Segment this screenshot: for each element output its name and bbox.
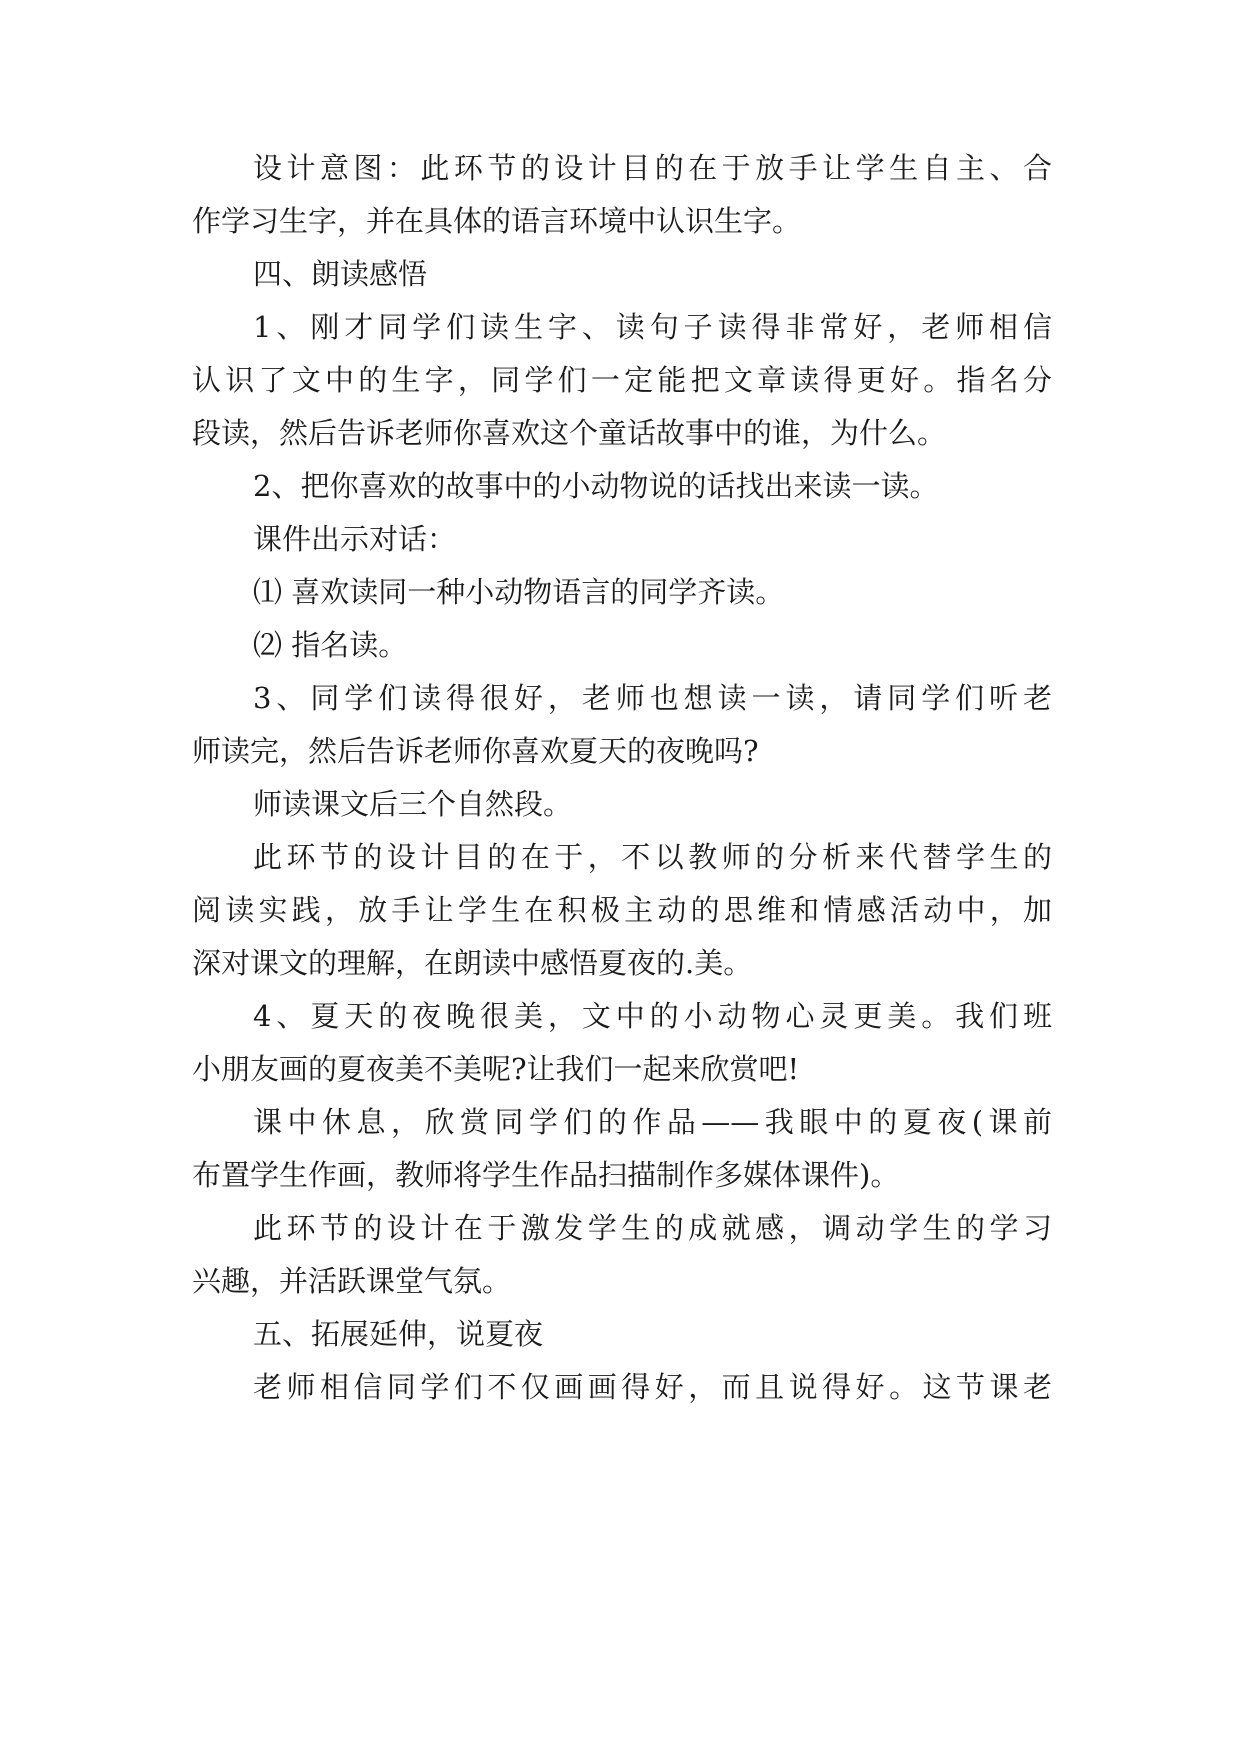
text-line: 阅读实践，放手让学生在积极主动的思维和情感活动中，加 (192, 893, 1052, 927)
text-line: 作学习生字，并在具体的语言环境中认识生字。 (192, 204, 802, 238)
text-line: 段读，然后告诉老师你喜欢这个童话故事中的谁，为什么。 (192, 416, 947, 450)
text-line: 课件出示对话： (253, 522, 457, 556)
text-line: 师读课文后三个自然段。 (253, 787, 573, 821)
text-line: 此环节的设计目的在于，不以教师的分析来代替学生的 (253, 840, 1052, 874)
text-line: 2、把你喜欢的故事中的小动物说的话找出来读一读。 (253, 469, 939, 503)
list-item: ⑵ 指名读。 (253, 628, 408, 662)
list-item: ⑴ 喜欢读同一种小动物语言的同学齐读。 (253, 575, 785, 609)
text-line: 1、刚才同学们读生字、读句子读得非常好，老师相信 (253, 310, 1052, 344)
text-line: 深对课文的理解，在朗读中感悟夏夜的.美。 (192, 946, 753, 980)
section-heading: 四、朗读感悟 (253, 257, 428, 291)
text-line: 小朋友画的夏夜美不美呢?让我们一起来欣赏吧! (192, 1052, 800, 1086)
text-line: 课中休息，欣赏同学们的作品——我眼中的夏夜(课前 (253, 1105, 1052, 1139)
text-line: 4、夏天的夜晚很美，文中的小动物心灵更美。我们班 (253, 999, 1052, 1033)
section-heading: 五、拓展延伸，说夏夜 (253, 1317, 544, 1351)
text-line: 认识了文中的生字，同学们一定能把文章读得更好。指名分 (192, 363, 1052, 397)
text-line: 设计意图：此环节的设计目的在于放手让学生自主、合 (253, 151, 1052, 185)
text-line: 布置学生作画，教师将学生作品扫描制作多媒体课件)。 (192, 1158, 900, 1192)
text-line: 此环节的设计在于激发学生的成就感，调动学生的学习 (253, 1211, 1052, 1245)
text-line: 3、同学们读得很好，老师也想读一读，请同学们听老 (253, 681, 1052, 715)
text-line: 老师相信同学们不仅画画得好，而且说得好。这节课老 (253, 1370, 1052, 1404)
text-line: 兴趣，并活跃课堂气氛。 (192, 1264, 512, 1298)
text-line: 师读完，然后告诉老师你喜欢夏天的夜晚吗? (192, 734, 759, 768)
